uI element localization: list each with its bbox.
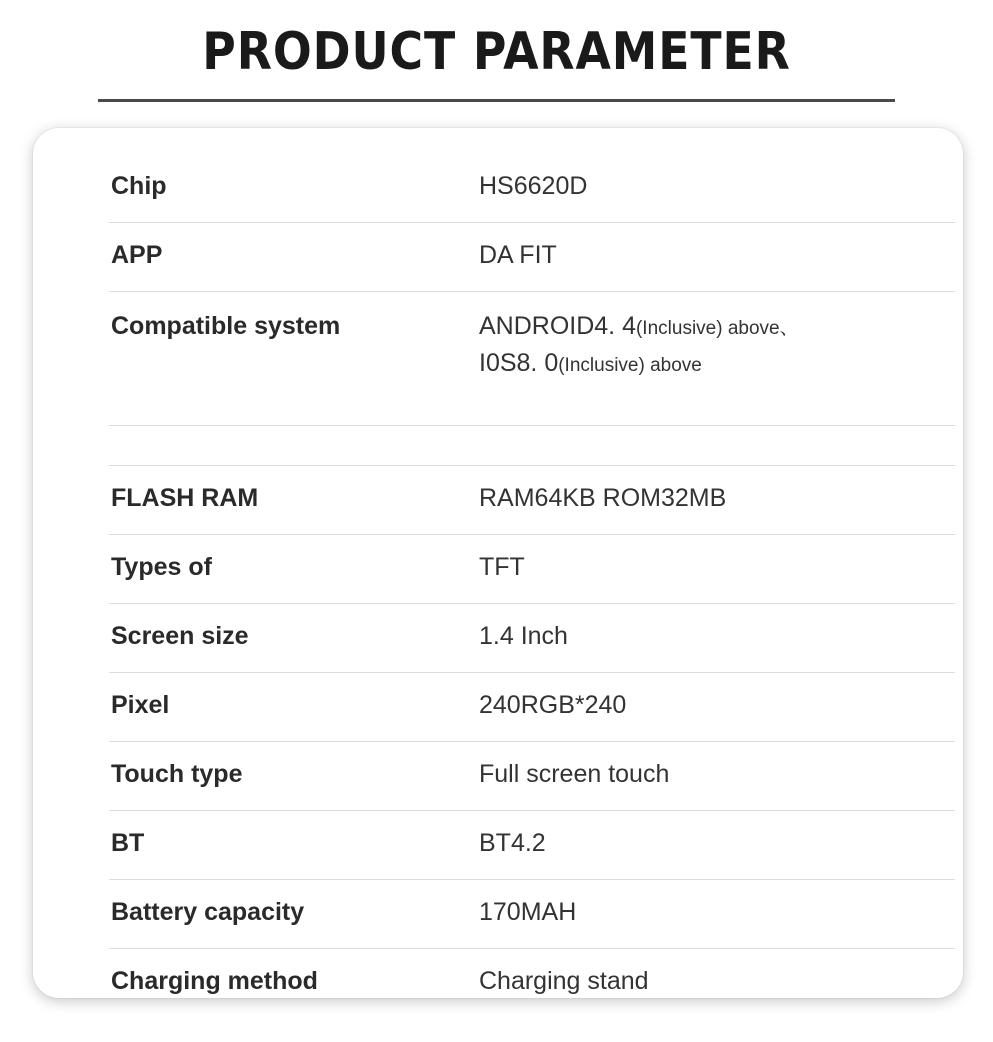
title-divider	[98, 99, 895, 102]
spec-value-line2-main: I0S8. 0	[479, 349, 559, 377]
spec-value: Full screen touch	[479, 760, 670, 788]
table-row	[109, 673, 955, 742]
table-row	[109, 292, 955, 426]
spec-value: TFT	[479, 553, 525, 581]
table-row	[109, 154, 955, 223]
spec-label: Chip	[111, 172, 167, 200]
spec-value: 240RGB*240	[479, 691, 627, 719]
table-row	[109, 811, 955, 880]
table-row	[109, 535, 955, 604]
table-row	[109, 880, 955, 949]
spec-label: Pixel	[111, 691, 170, 719]
table-row	[109, 949, 955, 1018]
spec-value-line2-note: (Inclusive) above	[558, 355, 702, 376]
spec-label: Screen size	[111, 622, 249, 650]
spec-label: Touch type	[111, 760, 243, 788]
spec-label: Compatible system	[111, 312, 341, 340]
spec-label: APP	[111, 241, 163, 269]
spec-value: Charging stand	[479, 967, 649, 995]
spec-value-line1-note: (Inclusive) above、	[635, 318, 799, 339]
page-title-block	[0, 24, 993, 81]
spec-value: BT4.2	[479, 829, 546, 857]
table-row	[109, 223, 955, 292]
table-spacer-row	[109, 426, 955, 466]
spec-label: Charging method	[111, 967, 318, 995]
spec-label: Battery capacity	[111, 898, 305, 926]
spec-value: HS6620D	[479, 172, 588, 200]
table-row	[109, 466, 955, 535]
spec-value-line1-main: ANDROID4. 4	[479, 312, 636, 340]
page-title: PRODUCT PARAMETER	[202, 22, 791, 82]
spec-label: FLASH RAM	[111, 484, 259, 512]
table-row	[109, 742, 955, 811]
spec-value-line2	[479, 349, 955, 378]
spec-label: BT	[111, 829, 145, 857]
spec-value: RAM64KB ROM32MB	[479, 484, 727, 512]
spec-table	[109, 154, 955, 1018]
spec-value: 1.4 Inch	[479, 622, 568, 650]
spec-value: 170MAH	[479, 898, 577, 926]
spec-value: DA FIT	[479, 241, 557, 269]
spec-card	[33, 128, 963, 998]
spec-value	[479, 312, 955, 378]
table-row	[109, 604, 955, 673]
spec-label: Types of	[111, 553, 212, 581]
